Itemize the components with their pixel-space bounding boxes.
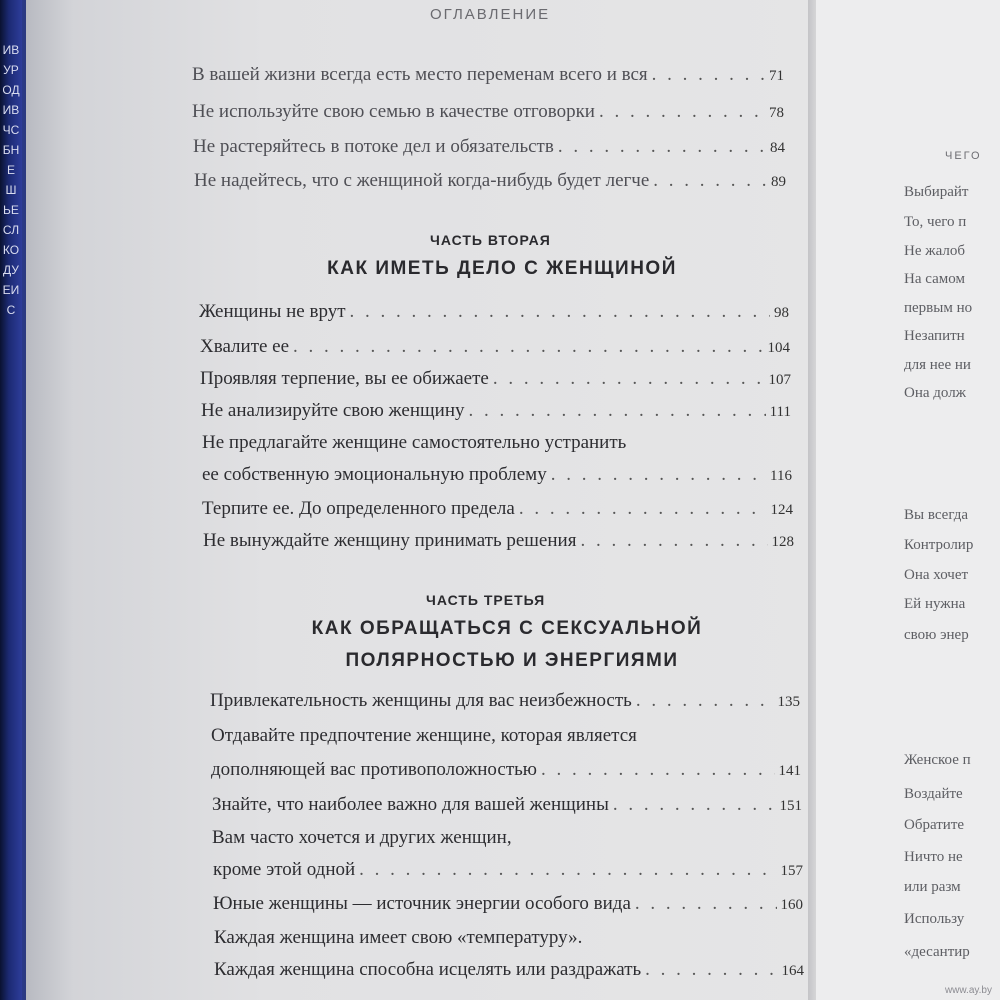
toc-entry (192, 101, 784, 123)
toc-entry-page: 116 (770, 468, 792, 484)
toc-leader (635, 893, 777, 915)
toc-entry-page: 78 (769, 105, 784, 121)
toc-entry (210, 690, 800, 712)
right-page-line: Не жалоб (904, 243, 966, 259)
right-page-heading: ЧЕГО (945, 150, 982, 162)
right-page-line: Обратите (904, 817, 965, 833)
part-three-label: ЧАСТЬ ТРЕТЬЯ (426, 592, 546, 608)
toc-leader (293, 336, 763, 358)
part-three-title-line2: ПОЛЯРНОСТЬЮ И ЭНЕРГИЯМИ (345, 650, 679, 671)
part-three-title-line1: КАК ОБРАЩАТЬСЯ С СЕКСУАЛЬНОЙ (311, 618, 703, 639)
right-page-line: Незапитн (904, 328, 965, 344)
right-page-line: Выбирайт (904, 184, 969, 200)
toc-entry (199, 301, 789, 323)
toc-entry-page: 128 (771, 534, 794, 550)
toc-entry (193, 136, 785, 158)
toc-entry-title: Не растеряйтесь в потоке дел и обязательств (193, 136, 554, 157)
toc-entry-page: 157 (780, 863, 803, 879)
toc-entry (214, 959, 804, 981)
toc-entry-title: Не используйте свою семью в качестве отговорки (192, 101, 595, 122)
toc-entry (200, 368, 791, 390)
toc-entry-page: 160 (780, 897, 803, 913)
toc-entry-page: 104 (767, 340, 790, 356)
toc-entry-title: Хвалите ее (200, 336, 290, 357)
right-page-line: Ей нужна (904, 596, 966, 612)
toc-entry (211, 759, 801, 781)
toc-entry (194, 170, 786, 192)
toc-entry-title: Терпите ее. До определенного предела (202, 498, 515, 519)
toc-entry (202, 498, 793, 520)
toc-entry (212, 794, 802, 816)
toc-leader (613, 794, 776, 816)
right-page-line: То, чего п (904, 214, 967, 230)
toc-entry-title: Каждая женщина способна исцелять или раздражать (214, 959, 642, 980)
watermark: www.ay.by (944, 985, 992, 996)
right-page-line: первым но (904, 300, 973, 316)
toc-entry-title: кроме этой одной (213, 859, 356, 880)
toc-entry-title: Знайте, что наиболее важно для вашей женщины (212, 794, 609, 815)
toc-entry (203, 530, 794, 552)
toc-entry (200, 336, 790, 358)
right-page-line: свою энер (904, 627, 969, 643)
spine-text: ИВУРОДИВЧСБНЕШЬЕСЛКОДУЕИС (2, 43, 20, 317)
toc-entry-title: Отдавайте предпочтение женщине, которая является (211, 725, 637, 746)
toc-entry (201, 400, 791, 422)
toc-entry-page: 98 (774, 305, 789, 321)
toc-entry-title: Проявляя терпение, вы ее обижаете (200, 368, 489, 389)
toc-leader (493, 368, 765, 390)
toc-leader (580, 530, 767, 552)
right-page-line: Она долж (904, 385, 967, 401)
toc-leader (599, 101, 765, 123)
toc-entry-title: Привлекательность женщины для вас неизбежность (210, 690, 632, 711)
book-spine (0, 0, 22, 1000)
toc-entry-title: Не вынуждайте женщину принимать решения (203, 530, 577, 551)
toc-entry-title: Женщины не врут (199, 301, 346, 322)
toc-entry-page: 124 (770, 502, 793, 518)
toc-leader (519, 498, 767, 520)
toc-entry (202, 464, 792, 486)
right-page-line: или разм (904, 879, 961, 895)
toc-entry-title: В вашей жизни всегда есть место переменам всего и вся (192, 64, 648, 85)
toc-entry-page: 111 (769, 404, 791, 420)
toc-leader (469, 400, 766, 422)
toc-entry-title: Юные женщины — источник энергии особого вида (213, 893, 631, 914)
toc-entry-page: 141 (778, 763, 801, 779)
right-page-line: Вы всегда (904, 507, 969, 523)
right-page-line: На самом (904, 271, 965, 287)
part-two-label: ЧАСТЬ ВТОРАЯ (430, 232, 551, 248)
toc-entry-page: 89 (771, 174, 786, 190)
right-page-line: Контролир (904, 537, 974, 553)
toc-entry-page: 84 (770, 140, 785, 156)
toc-entry-page: 151 (779, 798, 802, 814)
toc-entry-page: 164 (781, 963, 804, 979)
toc-leader (636, 690, 774, 712)
toc-entry-page: 135 (777, 694, 800, 710)
toc-leader (551, 464, 766, 486)
toc-entry-title: ее собственную эмоциональную проблему (202, 464, 547, 485)
toc-leader (558, 136, 766, 158)
right-page-line: «десантир (904, 944, 970, 960)
right-page-line: Ничто не (904, 849, 963, 865)
right-page-line: Она хочет (904, 567, 969, 583)
toc-entry-title: дополняющей вас противоположностью (211, 759, 538, 780)
right-page-line: Использу (904, 911, 965, 927)
toc-entry-title: Не анализируйте свою женщину (201, 400, 465, 421)
right-page-line: Женское п (904, 752, 971, 768)
toc-entry (213, 893, 803, 915)
toc-entry-title: Не предлагайте женщине самостоятельно устранить (202, 432, 627, 453)
toc-entry (213, 859, 803, 881)
toc-entry-title: Не надейтесь, что с женщиной когда-нибудь будет легче (194, 170, 650, 191)
toc-leader (652, 64, 765, 86)
toc-entry (192, 64, 784, 86)
part-two-title: КАК ИМЕТЬ ДЕЛО С ЖЕНЩИНОЙ (327, 258, 677, 279)
toc-leader (359, 859, 776, 881)
toc-leader (645, 959, 777, 981)
right-page-line: для нее ни (904, 357, 971, 373)
toc-leader (350, 301, 770, 323)
toc-entry-title: Каждая женщина имеет свою «температуру». (214, 927, 583, 948)
right-page-line: Воздайте (904, 786, 963, 802)
toc-leader (541, 759, 774, 781)
toc-leader (653, 170, 767, 192)
page-header: ОГЛАВЛЕНИЕ (430, 6, 551, 23)
toc-entry-page: 71 (769, 68, 784, 84)
toc-entry-page: 107 (768, 372, 791, 388)
toc-entry-title: Вам часто хочется и других женщин, (212, 827, 512, 848)
